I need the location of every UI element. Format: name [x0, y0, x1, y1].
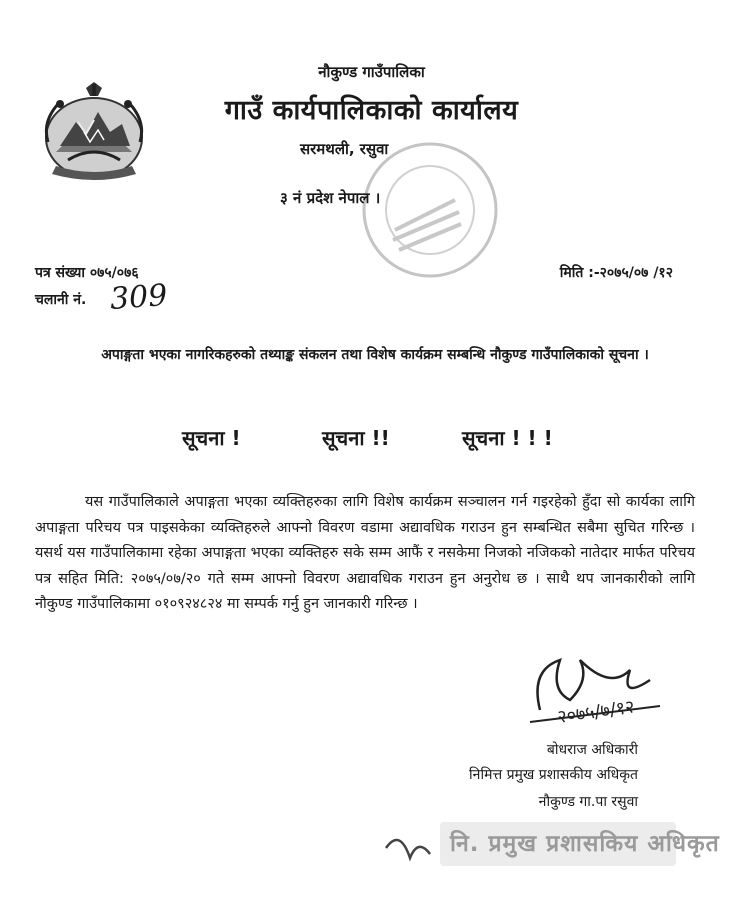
- office-title: गाउँ कार्यपालिकाको कार्यालय: [224, 95, 519, 126]
- reference-value: ०७५/०७६: [89, 265, 139, 281]
- notice-heading-2: सूचना !!: [322, 426, 390, 450]
- signature-date: २०७५/७/१२: [555, 696, 636, 729]
- date-line: [560, 263, 673, 282]
- stamp-text: नि. प्रमुख प्रशासकिय अधिकृत: [450, 831, 720, 857]
- notice-body: यस गाउँपालिकाले अपाङ्गता भएका व्यक्तिहरुका लागि विशेष कार्यक्रम सञ्चालन गर्न गइरहेको हुँदा सो कार्यका लागि अपाङ्गता परिचय पत्र पाइसकेका व्यक्तिहरुले आफ्नो विवरण वडामा अद्यावधिक गराउन हुन सम्बन्धित सबैमा सुचित गरिन्छ । यसर्थ यस गाउँपालिकामा रहेका अपाङ्गता भएका व्यक्तिहरु सके सम्म आफैं र नसकेमा निजको नजिकको नातेदार मार्फत परिचय पत्र सहित मिति: २०७५/०७/२० गते सम्म आफ्नो विवरण अद्यावधिक गराउन हुन अनुरोध छ । साथै थप जानकारीको लागि नौकुण्ड गाउँपालिकामा ०१०९२४८२४ मा सम्पर्क गर्नु हुन जानकारी गरिन्छ ।: [35, 494, 695, 612]
- office-address: सरमथली, रसुवा: [300, 140, 389, 158]
- signatory-office: नौकुण्ड गा.पा रसुवा: [538, 794, 638, 810]
- notice-heading-3: सूचना ! ! !: [462, 426, 553, 450]
- office-stamp-icon: [335, 140, 510, 290]
- dispatch-label: चलानी नं.: [35, 292, 87, 308]
- notice-heading-1: सूचना !: [182, 426, 241, 450]
- handwritten-signature: [520, 640, 670, 740]
- subject-line: अपाङ्गता भएका नागरिकहरुको तथ्याङ्क संकलन तथा विशेष कार्यक्रम सम्बन्धि नौकुण्ड गाउँपालिकाको सूचना ।: [101, 347, 649, 363]
- dispatch-number: 309: [108, 278, 169, 317]
- province-line: ३ नं प्रदेश नेपाल ।: [280, 189, 381, 207]
- signatory-name: बोधराज अधिकारी: [546, 742, 638, 758]
- date-label: मिति :-: [559, 265, 600, 281]
- reference-label: पत्र संख्या: [35, 265, 85, 281]
- municipality-name: नौकुण्ड गाउँपालिका: [318, 63, 425, 81]
- date-value: २०७५/०७ /१२: [599, 265, 673, 281]
- signatory-title: निमित्त प्रमुख प्रशासकीय अधिकृत: [469, 767, 638, 783]
- reference-line: [35, 263, 139, 282]
